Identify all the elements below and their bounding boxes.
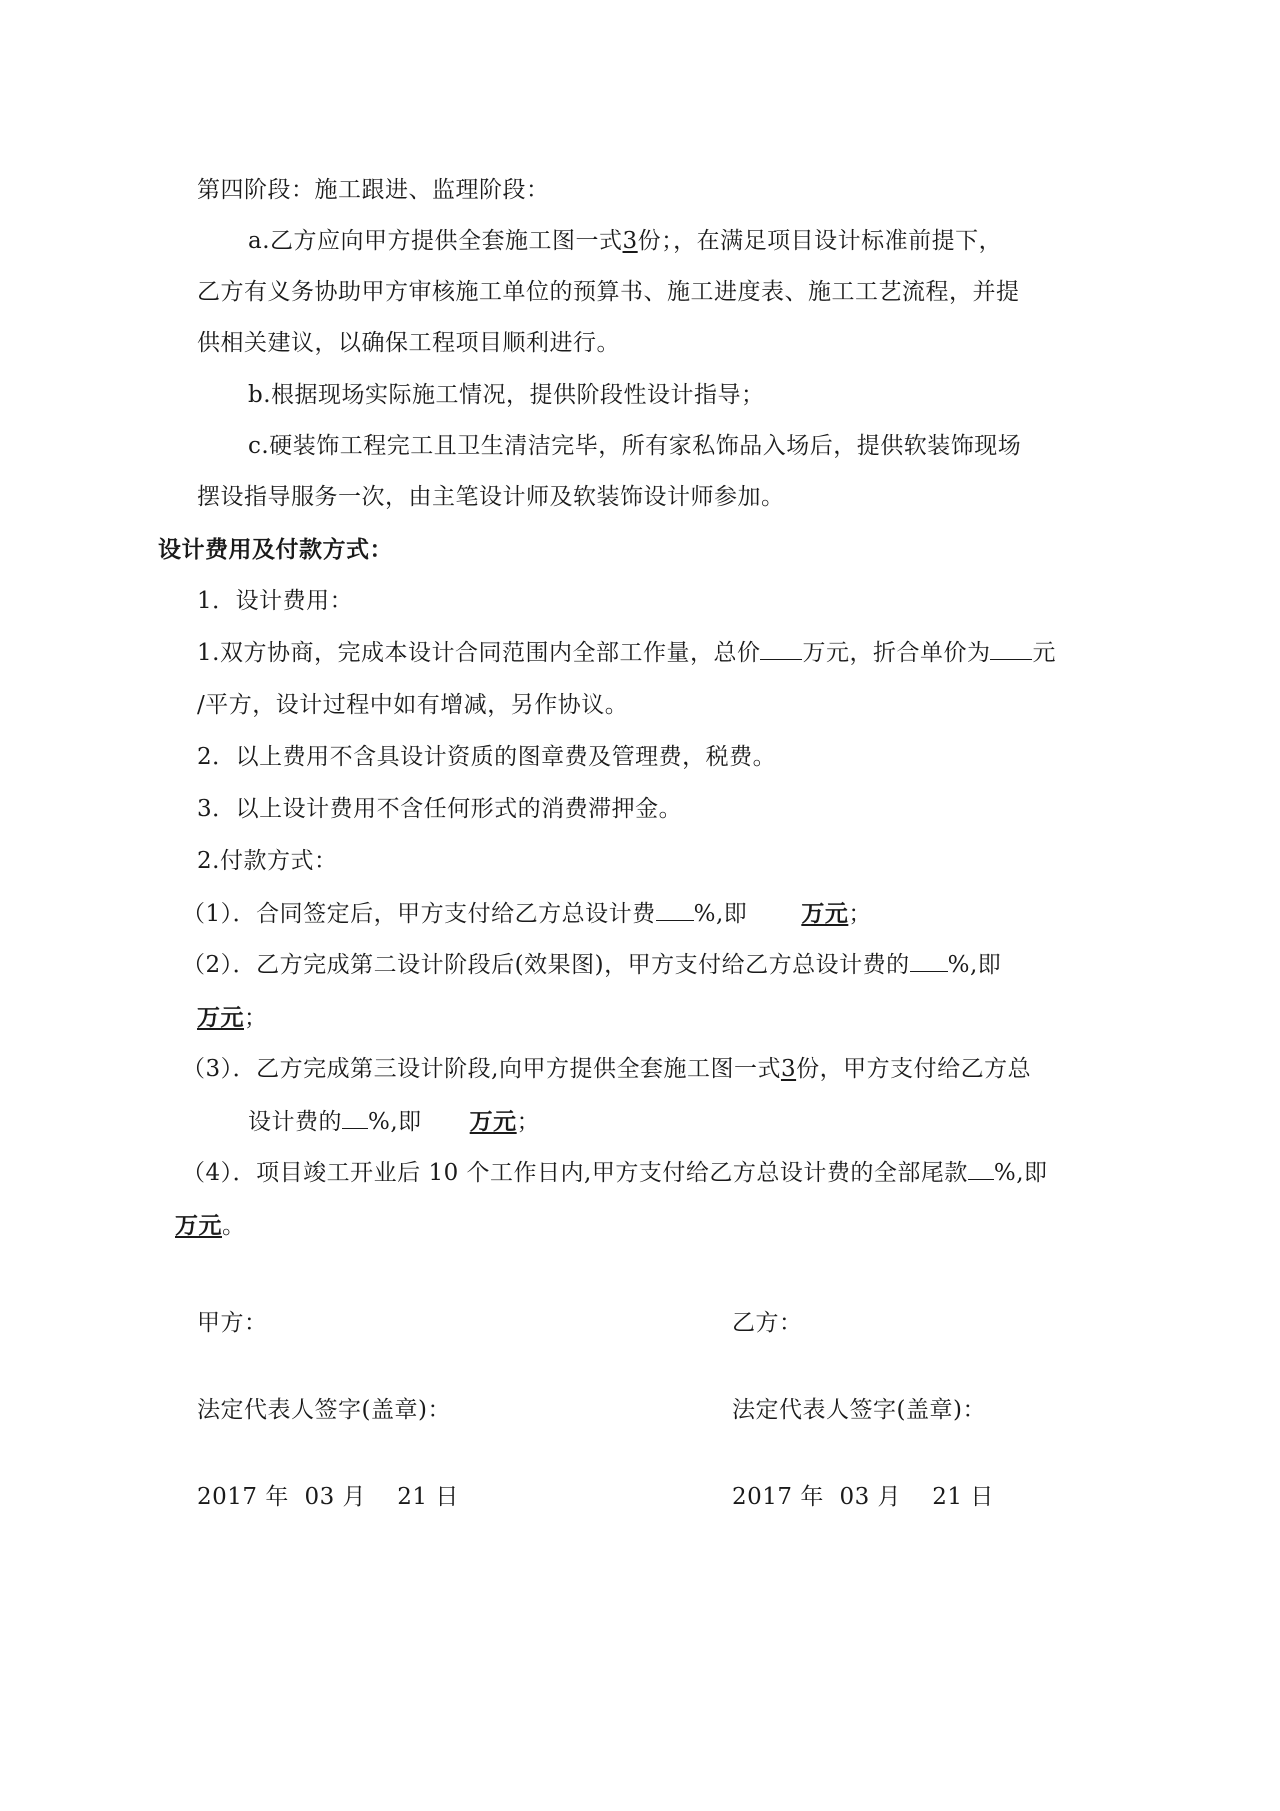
stage4-c-line2: 摆设指导服务一次，由主笔设计师及软装饰设计师参加。 <box>197 484 785 510</box>
pay4-pct-blank <box>968 1161 994 1180</box>
stage4-title: 第四阶段：施工跟进、监理阶段： <box>197 177 550 203</box>
copies-value: 3 <box>622 228 638 254</box>
pay3-unit: 万元 <box>469 1108 517 1135</box>
pay3-line2: 设计费的 %,即 万元； <box>248 1108 541 1135</box>
pay4-line2: 万元。 <box>175 1212 246 1239</box>
fees-p1-line1: 1.双方协商，完成本设计合同范围内全部工作量，总价 万元，折合单价为 元 <box>197 640 1056 666</box>
pay2-line1: （2）．乙方完成第二设计阶段后(效果图)，甲方支付给乙方总设计费的 %,即 <box>182 952 1002 978</box>
party-a-date: 2017 年 03 月 21 日 <box>197 1484 459 1510</box>
pay2-pct-blank <box>910 953 948 972</box>
party-b-label: 乙方： <box>732 1310 803 1336</box>
stage4-a-line2: 乙方有义务协助甲方审核施工单位的预算书、施工进度表、施工工艺流程，并提 <box>197 279 1020 305</box>
pay2-unit: 万元 <box>197 1004 244 1031</box>
stage4-a-line3: 供相关建议，以确保工程项目顺利进行。 <box>197 330 620 356</box>
item1-title: 1．设计费用： <box>197 588 354 614</box>
total-price-blank <box>760 641 802 660</box>
pay3-line1: （3）．乙方完成第三设计阶段,向甲方提供全套施工图一式3份，甲方支付给乙方总 <box>182 1056 1032 1082</box>
pay4-unit: 万元 <box>175 1212 222 1239</box>
fees-p2: 2．以上费用不含具设计资质的图章费及管理费，税费。 <box>197 744 777 770</box>
pay3-pct-blank <box>342 1110 368 1129</box>
pay1: （1）．合同签定后，甲方支付给乙方总设计费 %,即 万元； <box>182 900 872 927</box>
stage4-b: b.根据现场实际施工情况，提供阶段性设计指导； <box>248 382 765 408</box>
fees-heading: 设计费用及付款方式： <box>158 536 393 563</box>
stage4-c-line1: c.硬装饰工程完工且卫生清洁完毕，所有家私饰品入场后，提供软装饰现场 <box>248 433 1022 459</box>
pay1-unit: 万元 <box>801 900 849 927</box>
party-b-date: 2017 年 03 月 21 日 <box>732 1484 994 1510</box>
fees-p3: 3．以上设计费用不含任何形式的消费滞押金。 <box>197 796 683 822</box>
pay4-line1: （4）．项目竣工开业后 10 个工作日内,甲方支付给乙方总设计费的全部尾款 %,即 <box>182 1160 1048 1186</box>
item2-title: 2.付款方式： <box>197 848 338 874</box>
pay1-pct-blank <box>656 902 694 921</box>
party-b-rep: 法定代表人签字(盖章)： <box>732 1397 986 1423</box>
fees-p1-line2: /平方，设计过程中如有增减，另作协议。 <box>197 692 629 718</box>
party-a-label: 甲方： <box>197 1310 268 1336</box>
unit-price-blank <box>990 641 1032 660</box>
stage4-a-line1: a.乙方应向甲方提供全套施工图一式3份；，在满足项目设计标准前提下， <box>248 228 1003 254</box>
pay3-copies: 3 <box>780 1056 797 1082</box>
pay2-line2: 万元； <box>197 1004 268 1031</box>
party-a-rep: 法定代表人签字(盖章)： <box>197 1397 451 1423</box>
